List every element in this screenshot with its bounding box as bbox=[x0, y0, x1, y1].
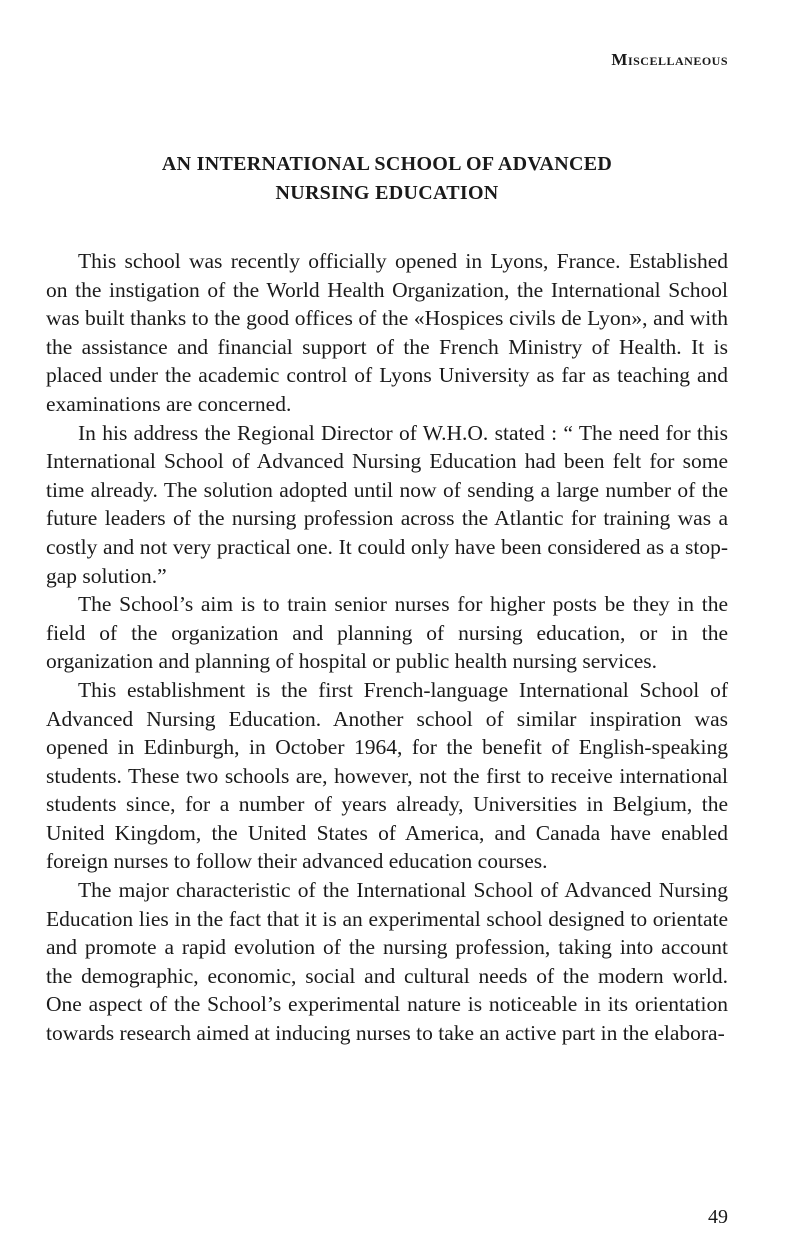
title-line-2: NURSING EDUCATION bbox=[275, 182, 499, 204]
title-line-1: AN INTERNATIONAL SCHOOL OF ADVANCED bbox=[161, 153, 613, 175]
page-number: 49 bbox=[708, 1206, 728, 1228]
paragraph-2: In his address the Regional Director of W.H.O. stated : “ The need for this International School of Advanced Nursing Education had been felt for some time already. The solution adopted until now of sending a large number of the future leaders of the nursing profession across the Atlantic for training was a costly and not very practical one. It could only have been considered as a stop-gap solution.” bbox=[46, 420, 728, 588]
running-header: Miscellaneous bbox=[611, 50, 728, 69]
article-title bbox=[46, 150, 728, 208]
paragraph-1: This school was recently officially opened in Lyons, France. Established on the instigation of the World Health Organization, the International School was built thanks to the good offices of the «Hospices civils de Lyon», and with the assistance and financial support of the French Ministry of Health. It is placed under the academic control of Lyons University as far as teaching and examinations are concerned. bbox=[46, 249, 728, 416]
article-body bbox=[46, 247, 728, 1048]
paragraph-5: The major characteristic of the International School of Advanced Nursing Education lies in the fact that it is an experimental school designed to orientate and promote a rapid evolution of the nursing profession, taking into account the demographic, economic, social and cultural needs of the modern world. One aspect of the School’s experimental nature is noticeable in its orientation towards research aimed at inducing nurses to take an active part in the elabora- bbox=[46, 878, 728, 1046]
paragraph-3: The School’s aim is to train senior nurses for higher posts be they in the field of the organization and planning of nursing education, or in the organization and planning of hospital or public health nursing services. bbox=[46, 592, 728, 674]
paragraph-4: This establishment is the first French-language International School of Advanced Nursing Education. Another school of similar inspiration was opened in Edinburgh, in October 1964, for the benefit of English-speaking students. These two schools are, however, not the first to receive international students since, for a number of years already, Universities in Belgium, the United Kingdom, the United States of America, and Canada have enabled foreign nurses to follow their advanced education courses. bbox=[46, 677, 728, 874]
